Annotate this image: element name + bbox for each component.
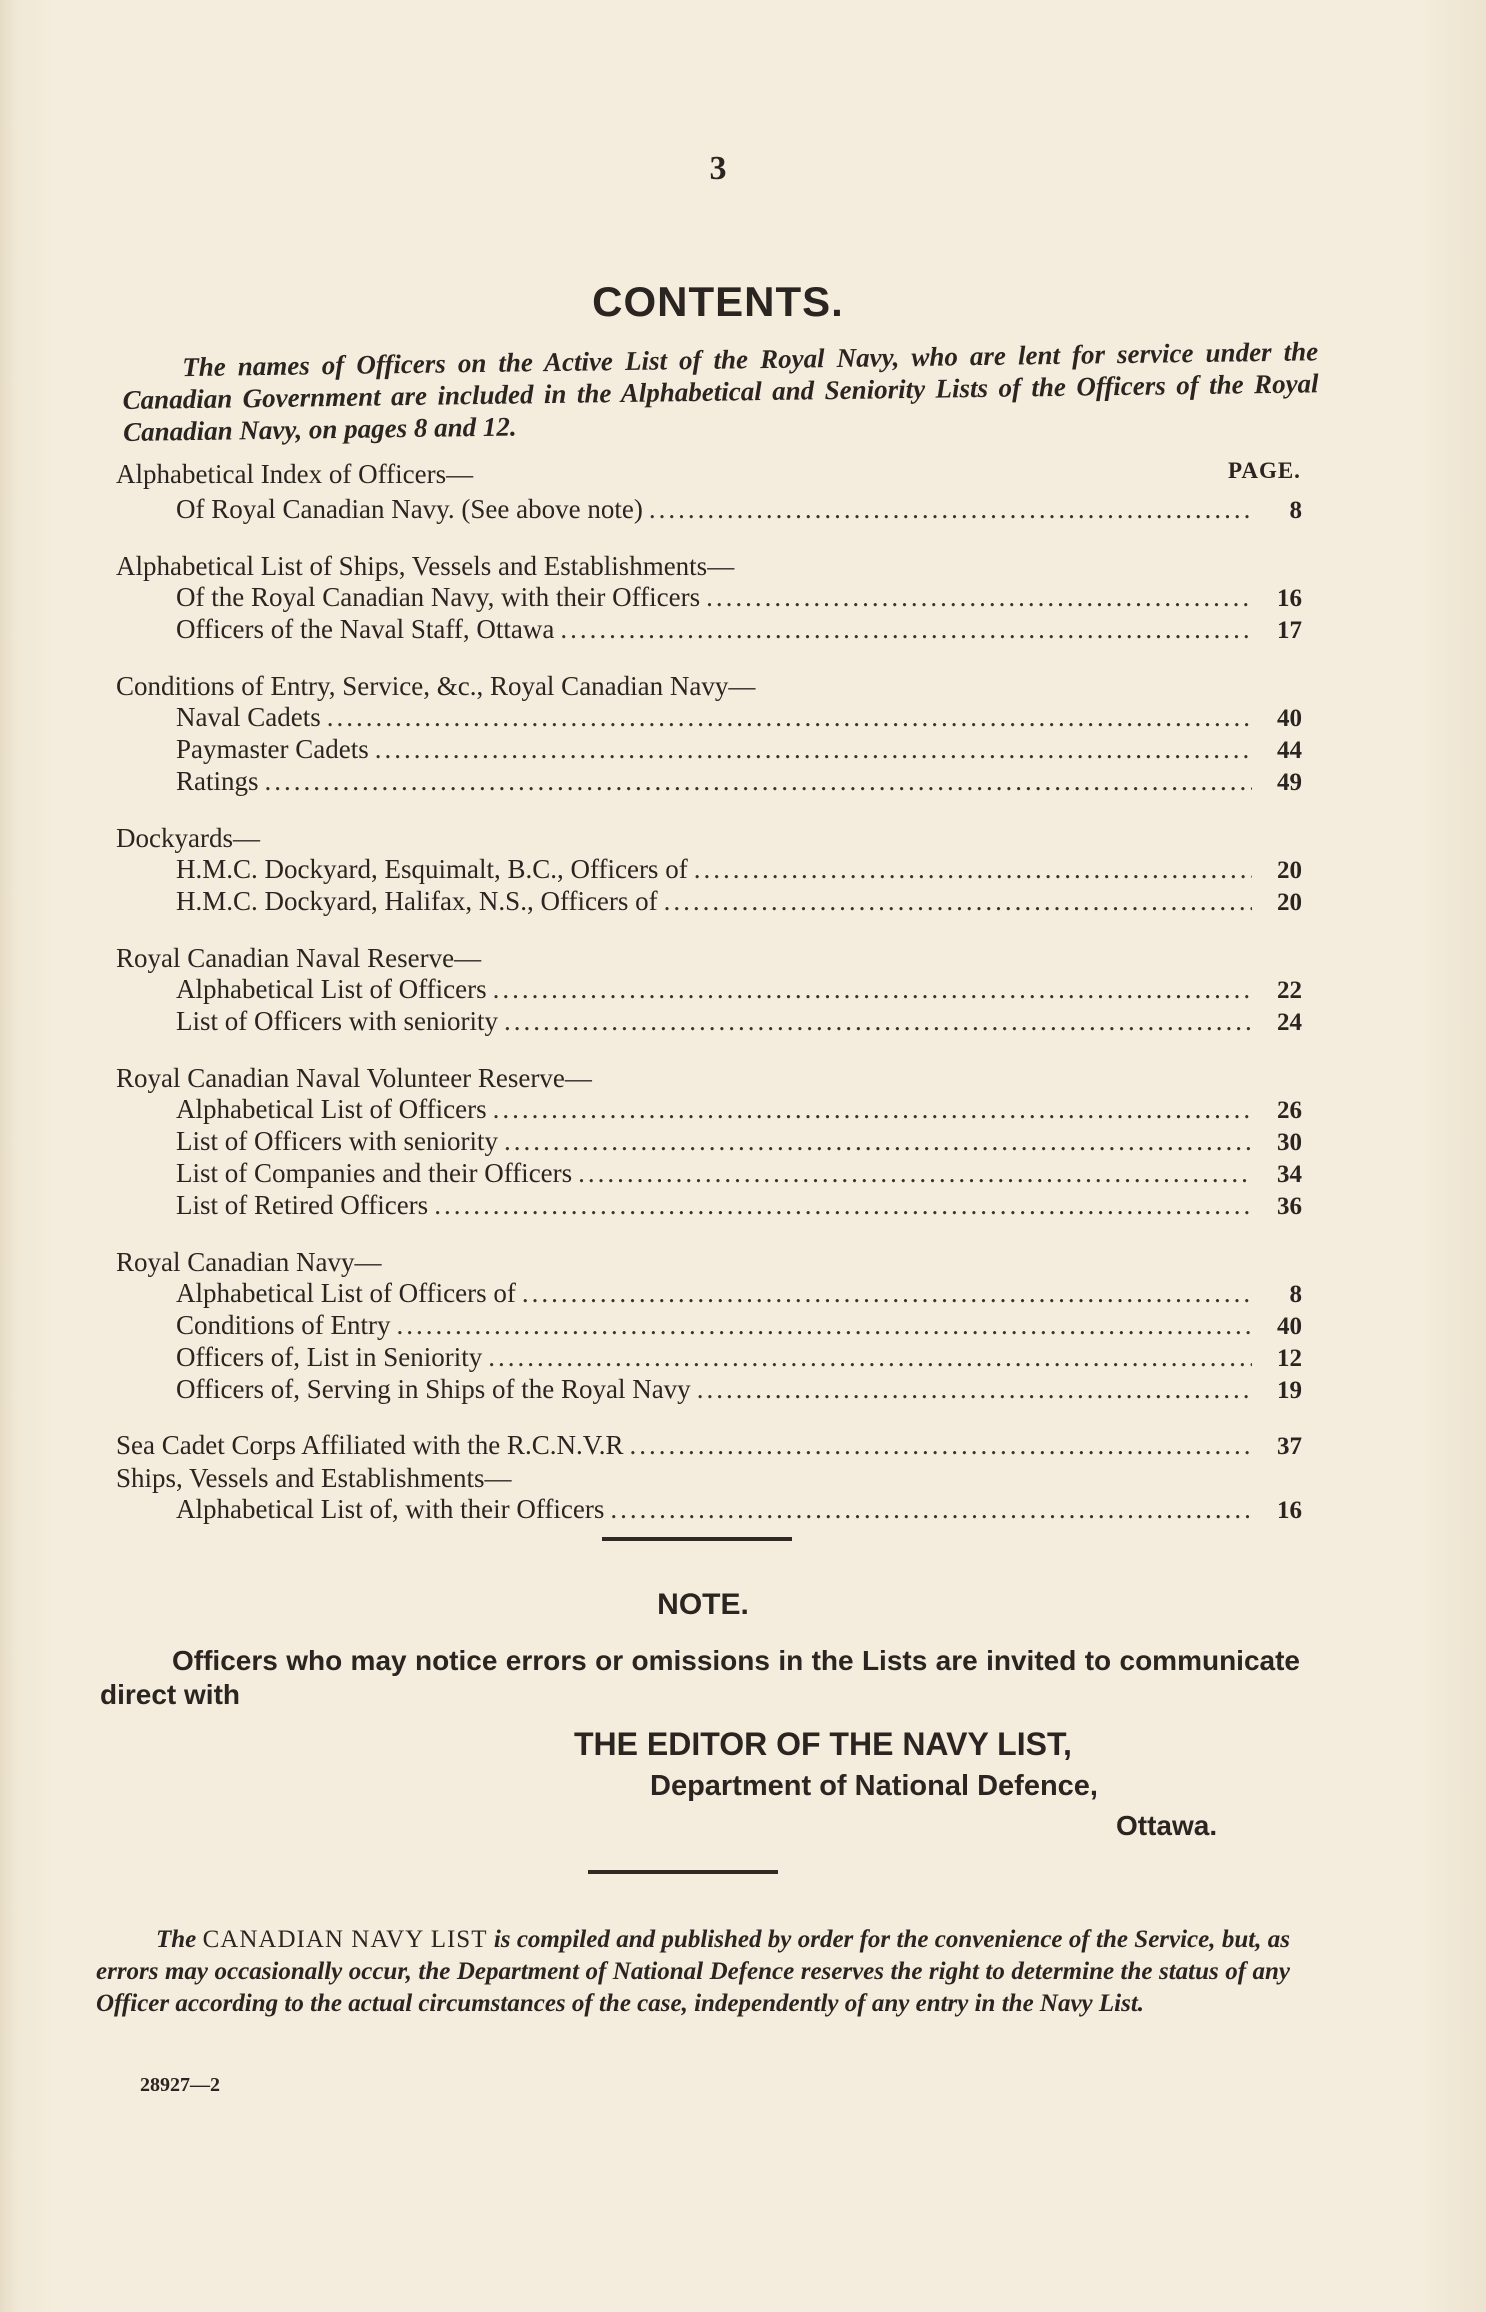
toc-entry[interactable]	[116, 766, 1302, 798]
leader-dots	[694, 854, 1252, 884]
divider-rule	[602, 1537, 792, 1541]
toc-section-title: Royal Canadian Naval Volunteer Reserve—	[116, 1063, 592, 1093]
toc-section-title: Dockyards—	[116, 823, 260, 853]
toc-entry-label: Ratings	[176, 766, 259, 796]
leader-dots	[560, 614, 1252, 644]
toc-entry-label: Sea Cadet Corps Affiliated with the R.C.N.V.R	[116, 1430, 624, 1460]
toc-entry-page: 22	[1277, 977, 1302, 1004]
toc-entry[interactable]	[116, 1374, 1302, 1406]
leader-dots	[610, 1494, 1252, 1524]
leader-dots	[327, 702, 1252, 732]
leader-dots	[504, 1126, 1252, 1156]
toc-entry-label: Officers of the Naval Staff, Ottawa	[176, 614, 555, 644]
toc-entry-label: List of Officers with seniority	[176, 1126, 498, 1156]
toc-entry-page: 20	[1277, 857, 1302, 884]
toc-entry-label: Naval Cadets	[176, 702, 321, 732]
toc-entry[interactable]	[116, 1126, 1302, 1158]
toc-entry-page: 37	[1277, 1433, 1302, 1460]
leader-dots	[504, 1006, 1252, 1036]
toc-entry-label: Officers of, List in Seniority	[176, 1342, 483, 1372]
address-line: Ottawa.	[1116, 1810, 1218, 1841]
print-code: 28927—2	[140, 2074, 220, 2096]
leader-dots	[522, 1278, 1252, 1308]
toc-entry-page: 8	[1289, 1281, 1302, 1308]
page-column-header: PAGE.	[1228, 458, 1301, 483]
toc-entry-page: 49	[1277, 769, 1302, 796]
toc-entry-label: Of Royal Canadian Navy. (See above note)	[176, 494, 643, 524]
toc-entry-label: Conditions of Entry	[176, 1310, 391, 1340]
page-number: 3	[709, 150, 727, 187]
toc-entry[interactable]	[116, 1006, 1302, 1038]
toc-entry-label: List of Officers with seniority	[176, 1006, 498, 1036]
toc-entry-label: List of Companies and their Officers	[176, 1158, 573, 1188]
toc-entry-label: Alphabetical List of Officers of	[176, 1278, 516, 1308]
toc-entry-page: 36	[1277, 1193, 1302, 1220]
toc-entry[interactable]	[116, 1190, 1302, 1222]
toc-entry-page: 34	[1277, 1161, 1302, 1188]
toc-entry-label: List of Retired Officers	[176, 1190, 429, 1220]
toc-entry-label: Officers of, Serving in Ships of the Royal Navy	[176, 1374, 691, 1404]
leader-dots	[493, 1094, 1252, 1124]
toc-entry[interactable]	[116, 702, 1302, 734]
leader-dots	[488, 1342, 1252, 1372]
toc-entry[interactable]	[116, 1278, 1302, 1310]
note-text: Officers who may notice errors or omissions in the Lists are invited to communicate direct with	[100, 1645, 1300, 1710]
address-line: THE EDITOR OF THE NAVY LIST,	[574, 1726, 1072, 1762]
toc-entry[interactable]	[116, 1094, 1302, 1126]
leader-dots	[265, 766, 1252, 796]
toc-entry[interactable]	[116, 974, 1302, 1006]
leader-dots	[375, 734, 1252, 764]
toc-section	[116, 1246, 1302, 1406]
toc-entry-page: 19	[1277, 1377, 1302, 1404]
toc-entry-label: Alphabetical List of, with their Officers	[176, 1494, 605, 1524]
toc-entry-page: 12	[1277, 1345, 1302, 1372]
note-title: NOTE.	[657, 1588, 749, 1621]
toc-entry[interactable]	[116, 494, 1302, 526]
leader-dots	[397, 1310, 1253, 1340]
divider-rule	[588, 1870, 778, 1874]
toc-entry[interactable]	[116, 734, 1302, 766]
toc-entry-label: H.M.C. Dockyard, Halifax, N.S., Officers of	[176, 886, 658, 916]
toc-entry-page: 30	[1277, 1129, 1302, 1156]
toc-section	[116, 942, 1302, 1038]
leader-dots	[664, 886, 1252, 916]
toc-entry-page: 16	[1277, 585, 1302, 612]
leader-dots	[578, 1158, 1252, 1188]
toc-section-title: Ships, Vessels and Establishments—	[116, 1463, 512, 1493]
toc-entry[interactable]	[116, 886, 1302, 918]
toc-section	[116, 458, 1302, 526]
toc-entry-page: 40	[1277, 705, 1302, 732]
toc-entry-page: 8	[1289, 497, 1302, 524]
intro-note: The names of Officers on the Active List of the Royal Navy, who are lent for service under the Canadian Government are included in the Alphabetical and Seniority Lists of the Officers of the Royal Canadian Navy, on pages 8 and 12.	[122, 336, 1319, 447]
publication-name: CANADIAN NAVY LIST	[202, 1926, 488, 1953]
toc-entry[interactable]	[116, 854, 1302, 886]
toc-section-title: Alphabetical Index of Officers—	[116, 459, 474, 489]
toc-entry[interactable]	[116, 1310, 1302, 1342]
toc-entry-label: Alphabetical List of Officers	[176, 974, 487, 1004]
toc-entry-page: 44	[1277, 737, 1302, 764]
toc-section	[116, 1430, 1302, 1526]
toc-entry-label: Alphabetical List of Officers	[176, 1094, 487, 1124]
footer-body: is compiled and published by order for the convenience of the Service, but, as errors may occasionally occur, the Department of National Defence reserves the right to determine the status of any Officer according to the actual circumstances of the case, independently of any entry in the Navy List.	[96, 1926, 1291, 2017]
toc-section-title: Alphabetical List of Ships, Vessels and Establishments—	[116, 551, 735, 581]
toc-section-title: Conditions of Entry, Service, &c., Royal Canadian Navy—	[116, 671, 756, 701]
page-title: CONTENTS.	[592, 278, 844, 325]
toc-entry[interactable]	[116, 1494, 1302, 1526]
toc-entry[interactable]	[116, 1430, 1302, 1462]
toc-entry-page: 17	[1277, 617, 1302, 644]
toc-section	[116, 822, 1302, 918]
toc-section	[116, 670, 1302, 798]
toc-entry-label: Of the Royal Canadian Navy, with their Officers	[176, 582, 701, 612]
toc-entry[interactable]	[116, 1158, 1302, 1190]
leader-dots	[493, 974, 1252, 1004]
footer-lead: The	[156, 1926, 197, 1953]
toc-section	[116, 550, 1302, 646]
toc-section-title: Royal Canadian Navy—	[116, 1247, 382, 1277]
footer-disclaimer	[96, 1924, 1290, 2020]
toc-section	[116, 1062, 1302, 1222]
toc-section-title: Royal Canadian Naval Reserve—	[116, 943, 482, 973]
toc-entry-label: Paymaster Cadets	[176, 734, 369, 764]
leader-dots	[697, 1374, 1252, 1404]
toc-entry-page: 20	[1277, 889, 1302, 916]
toc-entry-page: 16	[1277, 1497, 1302, 1524]
toc-entry-page: 24	[1277, 1009, 1302, 1036]
toc-entry-page: 26	[1277, 1097, 1302, 1124]
toc-entry[interactable]	[116, 1342, 1302, 1374]
toc-entry[interactable]	[116, 582, 1302, 614]
leader-dots	[706, 582, 1252, 612]
leader-dots	[434, 1190, 1252, 1220]
toc-entry-label: H.M.C. Dockyard, Esquimalt, B.C., Officers of	[176, 854, 688, 884]
toc-entry-page: 40	[1277, 1313, 1302, 1340]
toc-entry[interactable]	[116, 614, 1302, 646]
table-of-contents	[116, 458, 1302, 1526]
leader-dots	[629, 1430, 1252, 1460]
leader-dots	[649, 494, 1252, 524]
address-line: Department of National Defence,	[650, 1770, 1098, 1802]
